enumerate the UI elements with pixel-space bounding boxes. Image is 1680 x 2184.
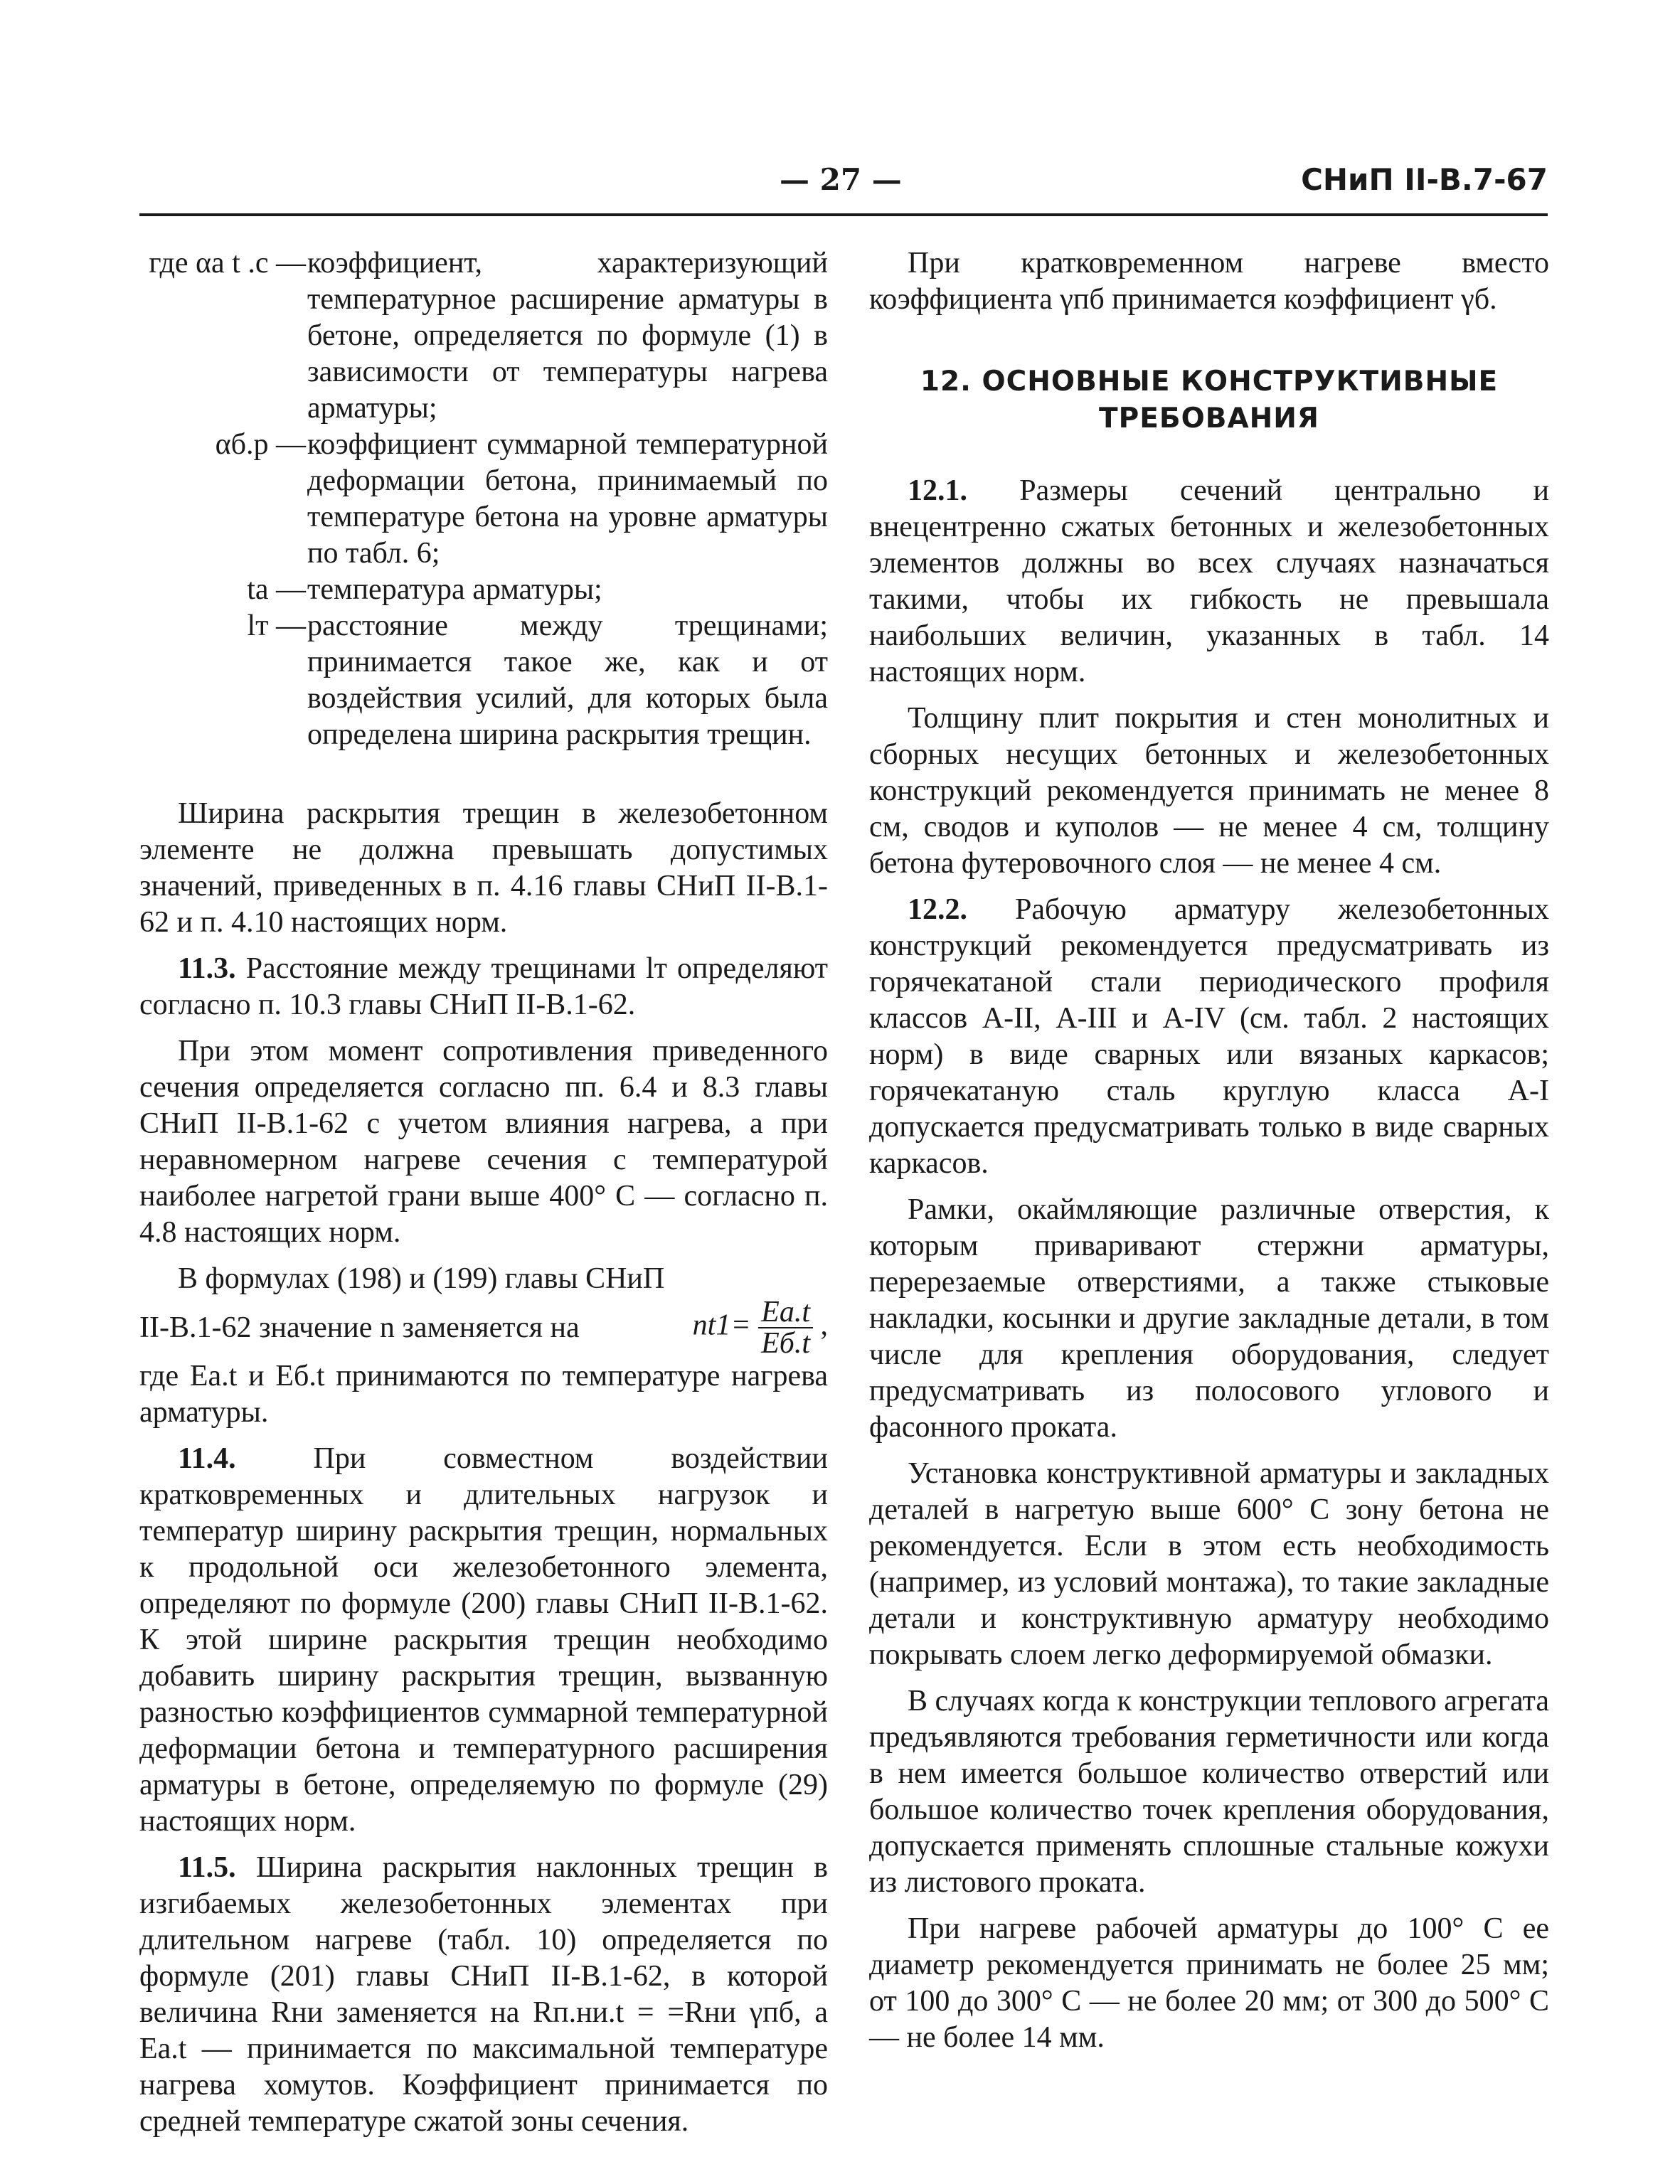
paragraph-moment: При этом момент сопротивления приведенного сечения определяется согласно пп. 6.4 и 8.3 главы СНиП II-В.1-62 с учетом влияния нагрева, а при неравномерном нагреве сечения с температурой наиболее нагретой грани выше 400° С — согласно п. 4.8 настоящих норм.	[139, 1035, 828, 1249]
section-number: 12.1.	[908, 474, 967, 507]
formula-n-t1: nt1= $\frac{Eа.t}{Eб.t}$ ,	[692, 1296, 828, 1360]
paragraph-short-heating: При кратковременном нагреве вместо коэффициента γпб принимается коэффициент γб.	[869, 247, 1549, 316]
section-11-4	[139, 1441, 828, 1840]
definition-text: коэффициент, характеризующий температурное расширение арматуры в бетоне, определяется по формуле (1) в зависимости от температуры нагрева арматуры;	[307, 247, 828, 425]
header-rule	[139, 213, 1548, 216]
definition-text: температура арматуры;	[307, 573, 602, 606]
formula-line: II-В.1-62 значение n заменяется на nt1= $\frac{Eа.t}{Eб.t}$ ,	[139, 1296, 828, 1360]
section-text: Ширина раскрытия наклонных трещин в изгибаемых железобетонных элементах при длительном нагреве (табл. 10) определяется по формуле (201) главы СНиП II-В.1-62, в которой величина Rни заменяется на Rп.ни.t = =Rни γпб, а Eа.t — принимается по максимальной температуре нагрева хомутов. Коэффициент принимается по средней температуре сжатой зоны сечения.	[139, 1851, 828, 2138]
section-text: Размеры сечений центрально и внецентренно сжатых бетонных и железобетонных элементов должны во всех случаях назначаться такими, чтобы их гибкость не превышала наибольших величин, указанных в табл. 14 настоящих норм.	[869, 474, 1550, 688]
section-number: 11.4.	[178, 1442, 236, 1475]
definition-term: lт —	[247, 609, 306, 642]
section-text: Рабочую арматуру железобетонных конструкций рекомендуется предусматривать из горячекатаной стали периодического профиля классов А-II, А-III и А-IV (см. табл. 2 настоящих норм) в виде сварных или вязаных каркасов; горячекатаную сталь круглую класса А-I допускается предусматривать только в виде сварных каркасов.	[869, 893, 1550, 1180]
page-header	[139, 162, 1548, 212]
definition-text: расстояние между трещинами; принимается такое же, как и от воздействия усилий, для которых была определена ширина раскрытия трещин.	[307, 609, 828, 751]
paragraph-installation: Установка конструктивной арматуры и закладных деталей в нагретую выше 600° С зону бетона не рекомендуется. Если в этом есть необходимость (например, из условий монтажа), то такие закладные детали и конструктивную арматуру необходимо покрывать слоем легко деформируемой обмазки.	[869, 1457, 1549, 1671]
document-code: СНиП II-В.7-67	[1301, 162, 1548, 197]
definitions-list	[139, 245, 828, 753]
section-11-5	[139, 1850, 828, 2140]
section-11-3	[139, 951, 828, 1023]
section-number: 11.3.	[178, 952, 236, 985]
definition-term: где αа t .с —	[149, 247, 306, 279]
formula-fraction: $\frac{Eа.t}{Eб.t}$	[758, 1297, 813, 1358]
paragraph-formulas: В формулах (198) и (199) главы СНиП	[178, 1262, 665, 1295]
paragraph-formula-note: где Eа.t и Eб.t принимаются по температуре нагрева арматуры.	[139, 1360, 828, 1429]
section-text: Расстояние между трещинами lт определяют согласно п. 10.3 главы СНиП II-В.1-62.	[139, 952, 829, 1021]
paragraph-frames: Рамки, окаймляющие различные отверстия, к которым приваривают стержни арматуры, перерезаемые отверстиями, а также стыковые накладки, косынки и другие закладные детали, в том числе для крепления оборудования, следует предусматривать из полосового углового и фасонного проката.	[869, 1193, 1549, 1444]
section-number: 12.2.	[908, 893, 967, 926]
paragraph-slab-thickness: Толщину плит покрытия и стен монолитных и сборных несущих бетонных и железобетонных конструкций рекомендуется принимать не менее 8 см, сводов и куполов — не менее 4 см, толщину бетона футеровочного слоя — не менее 4 см.	[869, 702, 1549, 880]
paragraph-casings: В случаях когда к конструкции теплового агрегата предъявляются требования герметичности или когда в нем имеется большое количество отверстий или большое количество точек крепления оборудования, допускается применять сплошные стальные кожухи из листового проката.	[869, 1685, 1550, 1899]
paragraph-diameter: При нагреве рабочей арматуры до 100° С ее диаметр рекомендуется принимать не более 25 мм; от 100 до 300° С — не более 20 мм; от 300 до 500° С — не более 14 мм.	[869, 1912, 1549, 2054]
paragraph-crack-width: Ширина раскрытия трещин в железобетонном элементе не должна превышать допустимых значений, приведенных в п. 4.16 главы СНиП II-В.1-62 и п. 4.10 настоящих норм.	[139, 797, 828, 939]
definition-term: αб.р —	[215, 428, 306, 461]
definition-text: коэффициент суммарной температурной деформации бетона, принимаемый по температуре бетона на уровне арматуры по табл. 6;	[307, 428, 828, 570]
section-number: 11.5.	[178, 1851, 236, 1884]
right-column	[869, 245, 1549, 2066]
left-column	[139, 245, 828, 2150]
page-number: — 27 —	[780, 162, 902, 197]
section-12-2	[869, 892, 1549, 1182]
section-text: При совместном воздействии кратковременных и длительных нагрузок и температур ширину раскрытия трещин, нормальных к продольной оси железобетонного элемента, определяют по формуле (200) главы СНиП II-В.1-62. К этой ширине раскрытия трещин необходимо добавить ширину раскрытия трещин, вызванную разностью коэффициентов суммарной температурной деформации бетона и температурного расширения арматуры в бетоне, определяемую по формуле (29) настоящих норм.	[139, 1442, 828, 1838]
definition-term: tа —	[247, 573, 306, 606]
section-12-1	[869, 473, 1549, 691]
section-heading: 12. ОСНОВНЫЕ КОНСТРУКТИВНЫЕ ТРЕБОВАНИЯ	[920, 366, 1499, 435]
